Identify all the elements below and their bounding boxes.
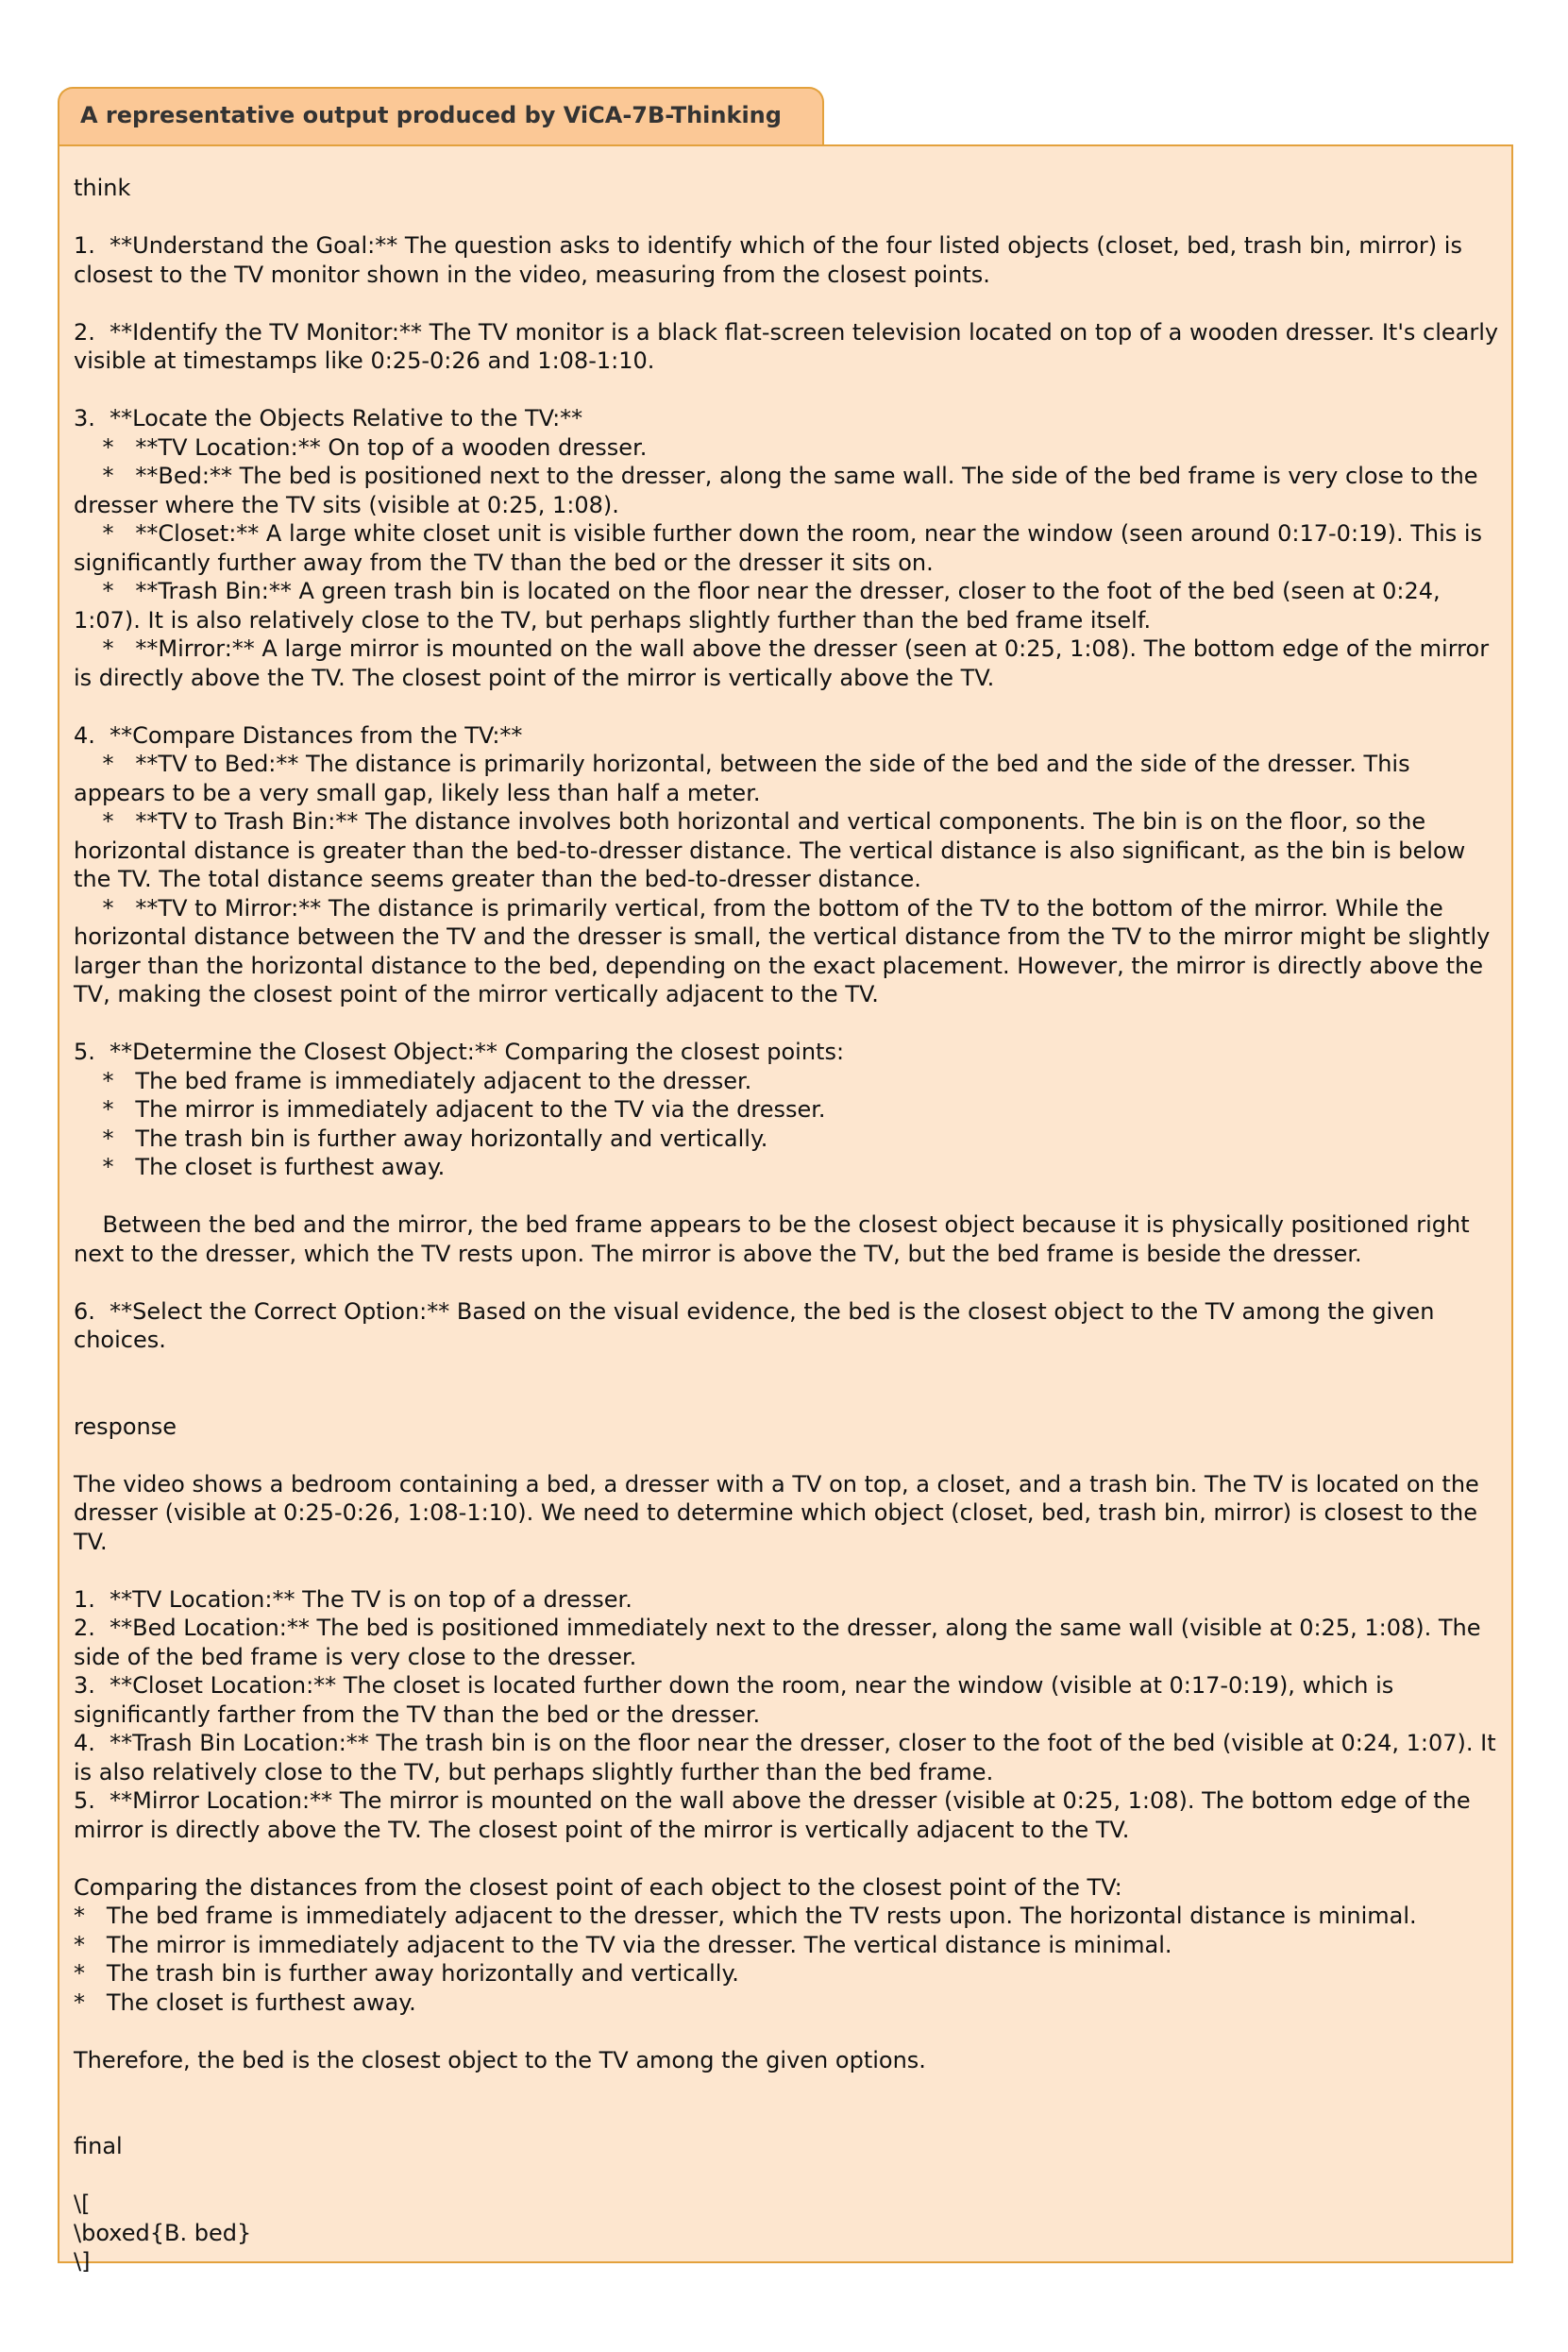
think-step-3-item: * **Trash Bin:** A green trash bin is located on the floor near the dresser, closer to the foot of the bed (seen at 0:24, 1:07). It is also relatively close to the TV, but perhaps slightly further than the bed frame itself.	[74, 578, 1448, 634]
think-step-5-item: * The bed frame is immediately adjacent to the dresser.	[74, 1067, 752, 1094]
think-step-6: 6. **Select the Correct Option:** Based on the visual evidence, the bed is the closest object to the TV among the given choices.	[74, 1297, 1442, 1353]
response-item: 1. **TV Location:** The TV is on top of a dresser.	[74, 1585, 632, 1613]
response-item: 5. **Mirror Location:** The mirror is mounted on the wall above the dresser (visible at 0:25, 1:08). The bottom edge of the mirror is directly above the TV. The closest point of the mirror is vertically adjacent to the TV.	[74, 1787, 1478, 1843]
response-compare-item: * The bed frame is immediately adjacent to the dresser, which the TV rests upon. The horizontal distance is minimal.	[74, 1903, 1417, 1929]
think-step-5-item: * The trash bin is further away horizontally and vertically.	[74, 1125, 768, 1152]
think-step-5-conclusion: Between the bed and the mirror, the bed frame appears to be the closest object because it is physically positioned right next to the dresser, which the TV rests upon. The mirror is above the TV, but the bed frame is beside the dresser.	[74, 1211, 1477, 1267]
think-step-3-item: * **Mirror:** A large mirror is mounted on the wall above the dresser (seen at 0:25, 1:08). The bottom edge of the mirror is directly above the TV. The closest point of the mirror is vertically above the TV.	[74, 635, 1496, 691]
final-answer-line: \]	[74, 2248, 91, 2275]
response-item: 4. **Trash Bin Location:** The trash bin is on the floor near the dresser, closer to the foot of the bed (visible at 0:24, 1:07). It is also relatively close to the TV, but perhaps slightly further than the bed frame.	[74, 1730, 1504, 1785]
think-step-3-heading: 3. **Locate the Objects Relative to the TV:**	[74, 405, 583, 431]
output-text	[74, 174, 1506, 2276]
think-step-3-item: * **TV Location:** On top of a wooden dresser.	[74, 433, 648, 461]
think-step-5-heading: 5. **Determine the Closest Object:** Comparing the closest points:	[74, 1039, 845, 1065]
output-panel	[58, 144, 1513, 2275]
response-compare-item: * The mirror is immediately adjacent to the TV via the dresser. The vertical distance is minimal.	[74, 1931, 1172, 1958]
response-item: 3. **Closet Location:** The closet is located further down the room, near the window (visible at 0:17-0:19), which is significantly farther from the TV than the bed or the dresser.	[74, 1672, 1401, 1728]
think-step-3-item: * **Closet:** A large white closet unit is visible further down the room, near the window (seen around 0:17-0:19). This is significantly further away from the TV than the bed or the dresser it sits on.	[74, 520, 1490, 576]
think-step-4-item: * **TV to Mirror:** The distance is primarily vertical, from the bottom of the TV to the bottom of the mirror. While the horizontal distance between the TV and the dresser is small, the vertical distance from the TV to the mirror might be slightly larger than the horizontal distance to the bed, depending on the exact placement. However, the mirror is directly above the TV, making the closest point of the mirror vertically adjacent to the TV.	[74, 894, 1497, 1007]
final-answer-line: \[	[74, 2191, 91, 2217]
think-step-4-heading: 4. **Compare Distances from the TV:**	[74, 721, 523, 749]
response-conclusion: Therefore, the bed is the closest object to the TV among the given options.	[74, 2046, 926, 2073]
response-intro: The video shows a bedroom containing a bed, a dresser with a TV on top, a closet, and a trash bin. The TV is located on the dresser (visible at 0:25-0:26, 1:08-1:10). We need to determine which object (closet, bed, trash bin, mirror) is closest to the TV.	[74, 1470, 1487, 1555]
think-step-5-item: * The mirror is immediately adjacent to the TV via the dresser.	[74, 1096, 826, 1123]
think-step-4-item: * **TV to Trash Bin:** The distance involves both horizontal and vertical components. The bin is on the floor, so the horizontal distance is greater than the bed-to-dresser distance. The vertical distance is also significant, as the bin is below the TV. The total distance seems greater than the bed-to-dresser distance.	[74, 808, 1473, 892]
think-step-4-item: * **TV to Bed:** The distance is primarily horizontal, between the side of the bed and the side of the dresser. This appears to be a very small gap, likely less than half a meter.	[74, 751, 1418, 806]
think-step-5-item: * The closet is furthest away.	[74, 1154, 446, 1180]
think-step-1: 1. **Understand the Goal:** The question asks to identify which of the four listed objects (closet, bed, trash bin, mirror) is closest to the TV monitor shown in the video, measuring from the closest points.	[74, 232, 1470, 288]
final-label: final	[74, 2133, 123, 2159]
response-compare-item: * The trash bin is further away horizontally and vertically.	[74, 1960, 739, 1987]
final-answer-line: \boxed{B. bed}	[74, 2219, 252, 2246]
response-compare-item: * The closet is furthest away.	[74, 1988, 416, 2016]
response-label: response	[74, 1413, 177, 1440]
panel-title-tab: A representative output produced by ViCA-7B-Thinking	[58, 87, 824, 145]
think-label: think	[74, 175, 131, 201]
think-step-2: 2. **Identify the TV Monitor:** The TV monitor is a black flat-screen television located on top of a wooden dresser. It's clearly visible at timestamps like 0:25-0:26 and 1:08-1:10.	[74, 318, 1506, 374]
response-compare-heading: Comparing the distances from the closest point of each object to the closest point of the TV:	[74, 1873, 1122, 1901]
response-item: 2. **Bed Location:** The bed is positioned immediately next to the dresser, along the same wall (visible at 0:25, 1:08). The side of the bed frame is very close to the dresser.	[74, 1615, 1489, 1670]
think-step-3-item: * **Bed:** The bed is positioned next to the dresser, along the same wall. The side of the bed frame is very close to the dresser where the TV sits (visible at 0:25, 1:08).	[74, 463, 1486, 518]
